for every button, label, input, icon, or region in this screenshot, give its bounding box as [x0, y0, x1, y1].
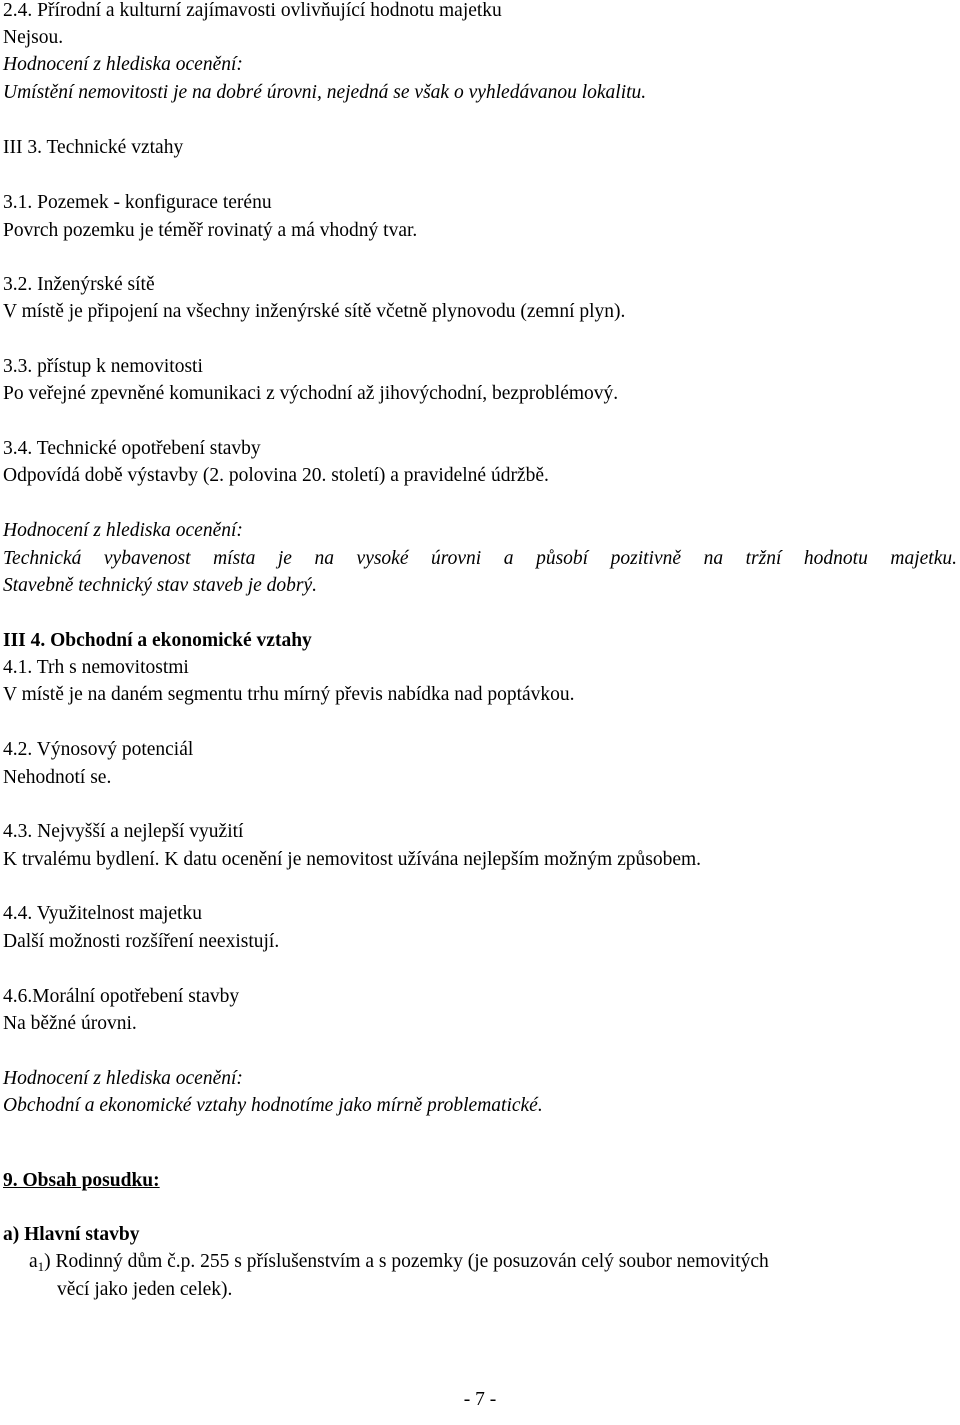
- section-4-4-heading: 4.4. Využitelnost majetku: [3, 903, 202, 924]
- section-4-1-text: V místě je na daném segmentu trhu mírný převis nabídka nad poptávkou.: [3, 684, 575, 705]
- section-4-3-heading: 4.3. Nejvyšší a nejlepší využití: [3, 821, 244, 842]
- item-subscript: 1: [37, 1259, 45, 1274]
- page-number: - 7 -: [463, 1389, 497, 1410]
- evaluation-text: Technická vybavenost místa je na vysoké úrovni a působí pozitivně na tržní hodnotu majetku.: [3, 548, 957, 569]
- section-3-3-text: Po veřejné zpevněné komunikaci z východní až jihovýchodní, bezproblémový.: [3, 383, 619, 404]
- section-4-heading: III 4. Obchodní a ekonomické vztahy: [3, 630, 312, 651]
- section-3-4-heading: 3.4. Technické opotřebení stavby: [3, 438, 261, 459]
- evaluation-text: Umístění nemovitosti je na dobré úrovni, nejedná se však o vyhledávanou lokalitu.: [3, 82, 647, 103]
- section-4-2-text: Nehodnotí se.: [3, 767, 112, 788]
- item-prefix: a: [29, 1251, 38, 1272]
- section-3-heading: III 3. Technické vztahy: [3, 137, 184, 158]
- section-2-4-heading: 2.4. Přírodní a kulturní zajímavosti ovlivňující hodnotu majetku: [3, 0, 502, 21]
- section-3-2-text: V místě je připojení na všechny inženýrské sítě včetně plynovodu (zemní plyn).: [3, 301, 626, 322]
- evaluation-text: Obchodní a ekonomické vztahy hodnotíme jako mírně problematické.: [3, 1095, 543, 1116]
- evaluation-text: Stavebně technický stav staveb je dobrý.: [3, 575, 318, 596]
- section-2-4-text: Nejsou.: [3, 27, 64, 48]
- section-4-3-text: K trvalému bydlení. K datu ocenění je nemovitost užívána nejlepším možným způsobem.: [3, 849, 702, 870]
- section-4-2-heading: 4.2. Výnosový potenciál: [3, 739, 194, 760]
- section-3-4-text: Odpovídá době výstavby (2. polovina 20. století) a pravidelné údržbě.: [3, 465, 549, 486]
- evaluation-label: Hodnocení z hlediska ocenění:: [3, 520, 243, 541]
- evaluation-label: Hodnocení z hlediska ocenění:: [3, 54, 243, 75]
- list-item-continuation: věcí jako jeden celek).: [57, 1279, 233, 1300]
- section-4-4-text: Další možnosti rozšíření neexistují.: [3, 931, 280, 952]
- item-text: ) Rodinný dům č.p. 255 s příslušenstvím a s pozemky (je posuzován celý soubor nemovitých: [44, 1251, 769, 1272]
- section-3-2-heading: 3.2. Inženýrské sítě: [3, 274, 155, 295]
- list-item: [29, 1248, 769, 1275]
- section-9-heading: 9. Obsah posudku:: [3, 1170, 160, 1191]
- section-3-3-heading: 3.3. přístup k nemovitosti: [3, 356, 203, 377]
- section-4-1-heading: 4.1. Trh s nemovitostmi: [3, 657, 189, 678]
- evaluation-label: Hodnocení z hlediska ocenění:: [3, 1068, 243, 1089]
- section-4-6-text: Na běžné úrovni.: [3, 1013, 137, 1034]
- section-9a-heading: a) Hlavní stavby: [3, 1224, 140, 1245]
- section-4-6-heading: 4.6.Morální opotřebení stavby: [3, 986, 240, 1007]
- section-3-1-heading: 3.1. Pozemek - konfigurace terénu: [3, 192, 272, 213]
- section-3-1-text: Povrch pozemku je téměř rovinatý a má vhodný tvar.: [3, 220, 418, 241]
